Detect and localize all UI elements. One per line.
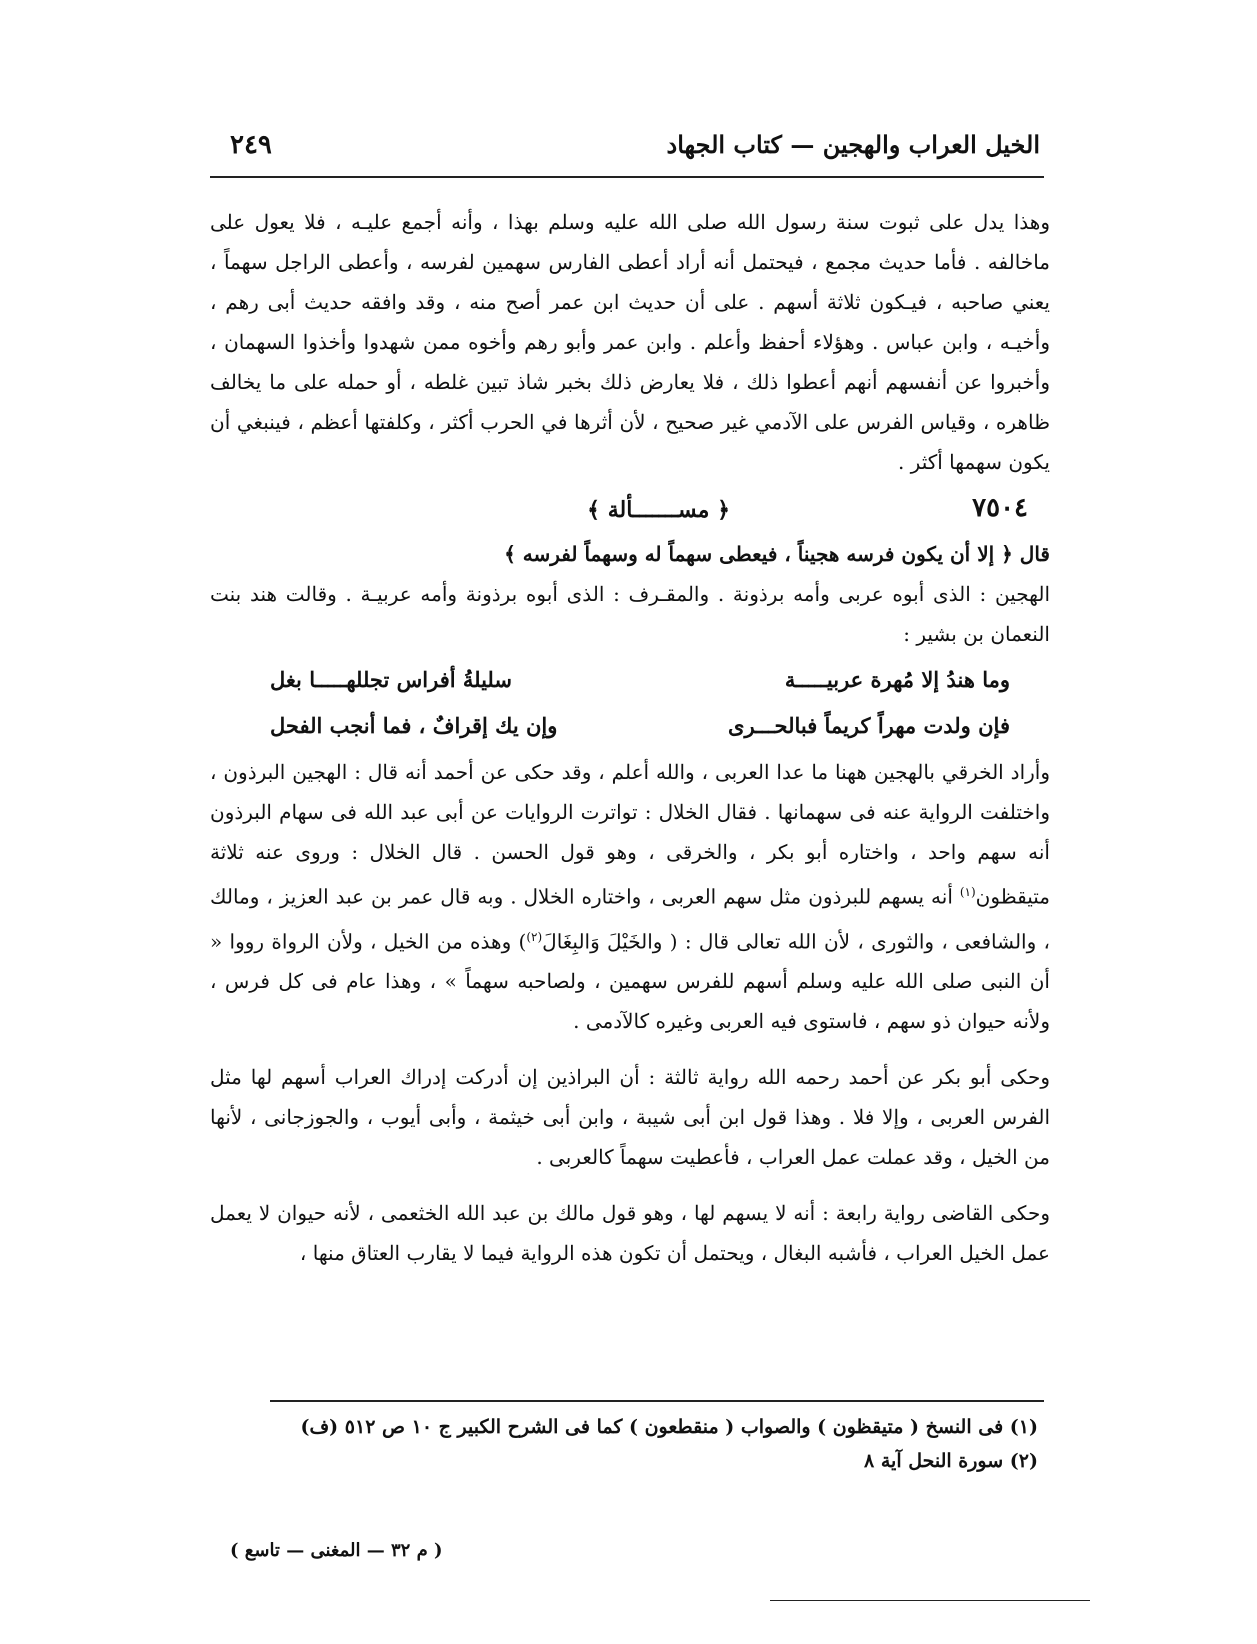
- paragraph: وحكى أبو بكر عن أحمد رحمه الله رواية ثالثة : أن البراذين إن أدركت إدراك العراب أسهم لها مثل الفرس العربى ، وإلا فلا . وهذا قول ابن أبى شيبة ، وابن أبى خيثمة ، وأبى أيوب ، والجوزجانى ، لأنها من الخيل ، وقد عملت عمل العراب ، فأعطيت سهماً كالعربى .: [210, 1065, 1050, 1170]
- footnote-ref: (١): [959, 885, 976, 899]
- footnote: (١) فى النسخ ( متيقظون ) والصواب ( منقطعون ) كما فى الشرح الكبير ج ١٠ ص ٥١٢ (ف): [300, 1416, 1038, 1438]
- verse-hemistich: وإن يك إقرافٌ ، فما أنجب الفحل: [270, 713, 558, 738]
- verse-hemistich: فإن ولدت مهراً كريماً فبالحـــرى: [728, 713, 1010, 738]
- paragraph: وحكى القاضى رواية رابعة : أنه لا يسهم لها ، وهو قول مالك بن عبد الله الخثعمى ، لأنه حيوان لا يعمل عمل الخيل العراب ، فأشبه البغال ، ويحتمل أن تكون هذه الرواية فيما لا يقارب العتاق منها ،: [210, 1201, 1050, 1266]
- paragraph-text: أنه يسهم للبرذون مثل سهم العربى ، واختاره الخلال . وبه قال عمر بن عبد العزيز ، ومالك ، والشافعى ، والثورى ، لأن الله تعالى قال : ( والخَيْلَ وَالبِغَالَ: [210, 884, 1050, 954]
- paragraph: قال ﴿ إلا أن يكون فرسه هجيناً ، فيعطى سهماً له وسهماً لفرسه ﴾: [504, 542, 1050, 566]
- bottom-rule: [770, 1600, 1090, 1601]
- running-title: الخيل العراب والهجين — كتاب الجهاد: [666, 130, 1040, 159]
- running-header: [220, 130, 1040, 164]
- verse-hemistich: وما هندُ إلا مُهرة عربيـــــة: [784, 667, 1010, 692]
- footnote-rule: [270, 1400, 1044, 1402]
- paragraph: [210, 752, 1050, 1041]
- header-rule: [210, 176, 1044, 178]
- main-text: [210, 202, 1050, 1273]
- verse-line: [270, 660, 1010, 700]
- paragraph-text: وأراد الخرقي بالهجين ههنا ما عدا العربى ، والله أعلم ، وقد حكى عن أحمد أنه قال : الهجين البرذون ، واختلفت الرواية عنه فى سهمانها . فقال الخلال : تواترت الروايات عن أبى عبد الله فى سهام البرذون أنه سهم واحد ، واختاره أبو بكر ، والخرقى ، وهو قول الحسن . قال الخلال : وروى عنه ثلاثة متيقظون: [210, 760, 1050, 909]
- printer-signature: ( م ٣٢ — المغنى — تاسع ): [230, 1540, 443, 1561]
- verse-hemistich: سليلةُ أفراس تجللهـــــا بغل: [270, 667, 512, 692]
- verse-line: [270, 706, 1010, 746]
- page-number: ٢٤٩: [230, 130, 272, 160]
- paragraph: وهذا يدل على ثبوت سنة رسول الله صلى الله عليه وسلم بهذا ، وأنه أجمع عليـه ، فلا يعول على ماخالفه . فأما حديث مجمع ، فيحتمل أنه أراد أعطى الفارس سهمين لفرسه ، وأعطى الراجل سهماً ، يعني صاحبه ، فيـكون ثلاثة أسهم . على أن حديث ابن عمر أصح منه ، وقد وافقه حديث أبى رهم ، وأخيـه ، وابن عباس . وهؤلاء أحفظ وأعلم . وابن عمر وأبو رهم وأخوه ممن شهدوا وأخذوا السهمان ، وأخبروا عن أنفسهم أنهم أعطوا ذلك ، فلا يعارض ذلك بخبر شاذ تبين غلطه ، أو حمله على ما يخالف ظاهره ، وقياس الفرس على الآدمي غير صحيح ، لأن أثرها في الحرب أكثر ، وكلفتها أعظم ، فينبغي أن يكون سهمها أكثر .: [210, 210, 1050, 474]
- paragraph-text: ) وهذه من الخيل ، ولأن الرواة رووا « أن النبى صلى الله عليه وسلم أسهم للفرس سهمين ، ولصاحبه سهماً » ، وهذا عام فى كل فرس ، ولأنه حيوان ذو سهم ، فاستوى فيه العربى وغيره كالآدمى .: [210, 929, 1050, 1034]
- issue-heading: [210, 484, 1050, 530]
- issue-label: ﴿ مســـــــألة ﴾: [587, 497, 730, 523]
- footnote-ref: (٢): [526, 929, 543, 944]
- issue-number: ٧٥٠٤: [972, 493, 1028, 523]
- footnote: (٢) سورة النحل آية ٨: [864, 1450, 1038, 1472]
- footnotes: [220, 1410, 1050, 1478]
- paragraph: الهجين : الذى أبوه عربى وأمه برذونة . والمقـرف : الذى أبوه برذونة وأمه عربيـة . وقالت هند بنت النعمان بن بشير :: [210, 582, 1050, 646]
